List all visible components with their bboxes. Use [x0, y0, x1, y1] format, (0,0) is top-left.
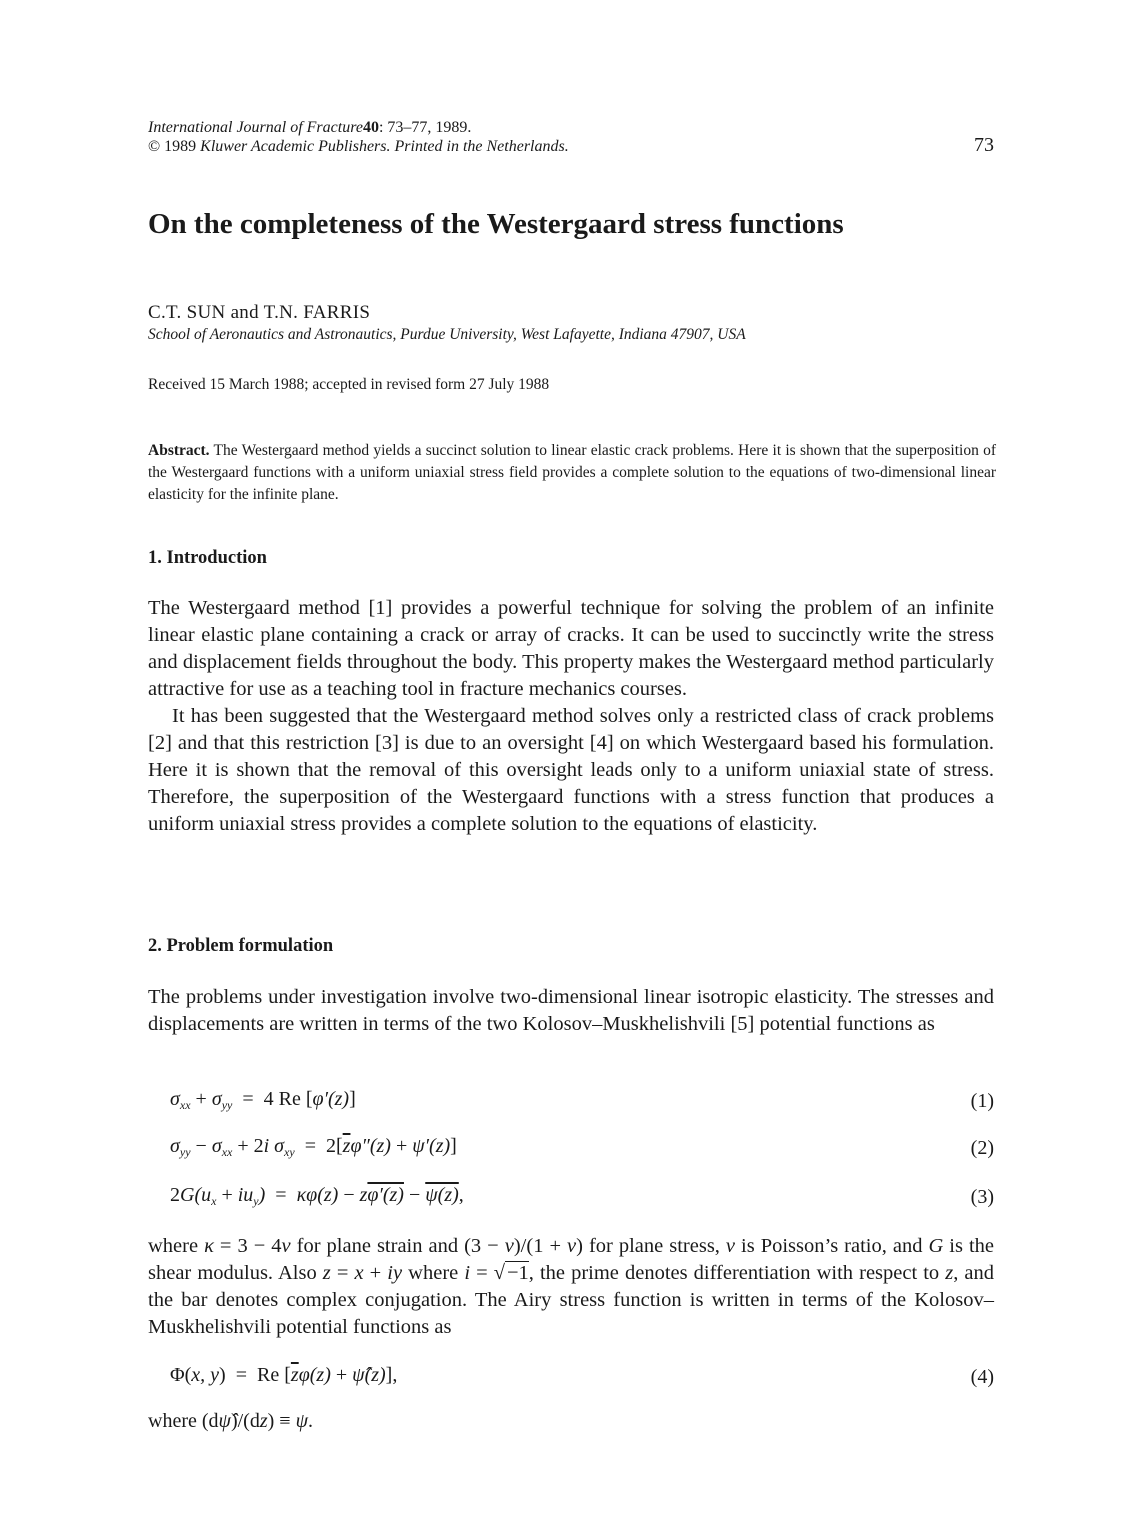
equation-1: $\sigma_{xx} + \sigma_{yy} = 4$ Re [φ′(z)]	[170, 1088, 356, 1112]
equation-4: Φ(x, y) = Re [$\overline{z}\varphi(z)$ + ψ̂(z)],	[170, 1364, 398, 1386]
paragraph: The problems under investigation involve two-dimensional linear isotropic elasticity. The stresses and displacements are written in terms of the two Kolosov–Muskhelishvili [5] potential functions as	[148, 986, 994, 1035]
equation-number: (3)	[970, 1186, 994, 1208]
page-number: 73	[974, 134, 994, 156]
journal-name: International Journal of Fracture	[148, 119, 363, 136]
formulation-intro	[148, 984, 994, 1038]
equation-number: (2)	[970, 1137, 994, 1159]
equation-2: $\sigma_{yy} - \sigma_{xx} + 2i$ $\sigma_{xy} = 2[\overline{z}\varphi''(z) + \psi'(z)]$	[170, 1135, 457, 1159]
journal-citation	[148, 118, 569, 156]
formulation-definitions: where κ = 3 − 4v for plane strain and (3 − v)/(1 + v) for plane stress, v is Poisson’s ratio, and G is the shear modulus. Also z = x + iy where i = √−1, the prime denotes differentiation with respect to z, and the bar denotes complex conjugation. The Airy stress function is written in terms of the Kolosov–Muskhelishvili potential functions as	[148, 1235, 995, 1338]
abstract-text: The Westergaard method yields a succinct solution to linear elastic crack problems. Here it is shown that the superposition of the Westergaard functions with a uniform uniaxial stress field provides a complete solution to the equations of two-dimensional linear elasticity for the infinite plane.	[148, 442, 996, 503]
equation-3: $2G(u_x + iu_y) = \kappa\varphi(z) - z\varphi'(z) - \psi(z)$,	[170, 1184, 464, 1208]
equation-number: (1)	[970, 1090, 994, 1112]
introduction-body	[148, 595, 994, 838]
formulation-where: where (dψ̂)/(dz) ≡ ψ.	[148, 1410, 314, 1432]
authors: C.T. SUN and T.N. FARRIS	[148, 302, 371, 323]
received-dates: Received 15 March 1988; accepted in revised form 27 July 1988	[148, 376, 550, 393]
abstract-label: Abstract.	[148, 442, 210, 459]
paragraph: The Westergaard method [1] provides a powerful technique for solving the problem of an infinite linear elastic plane containing a crack or array of cracks. It can be used to succinctly write the stress and displacement fields throughout the body. This property makes the Westergaard method particularly attractive for use as a teaching tool in fracture mechanics courses.	[148, 597, 994, 700]
journal-pages: : 73–77, 1989.	[378, 119, 472, 136]
publisher: Kluwer Academic Publishers. Printed in the Netherlands.	[200, 138, 569, 155]
equation-number: (4)	[970, 1366, 994, 1388]
journal-volume: 40	[362, 119, 379, 136]
paper-title: On the completeness of the Westergaard stress functions	[148, 208, 844, 240]
paragraph: It has been suggested that the Westergaard method solves only a restricted class of crack problems [2] and that this restriction [3] is due to an oversight [4] on which Westergaard based his formulation. Here it is shown that the removal of this oversight leads only to a uniform uniaxial state of stress. Therefore, the superposition of the Westergaard functions with a stress function that produces a uniform uniaxial stress provides a complete solution to the equations of elasticity.	[148, 705, 994, 835]
copyright-symbol: ©	[148, 138, 161, 155]
section-heading-introduction: 1. Introduction	[148, 548, 267, 568]
affiliation: School of Aeronautics and Astronautics, Purdue University, West Lafayette, Indiana 47907, USA	[148, 326, 746, 343]
abstract	[148, 440, 996, 506]
section-heading-problem-formulation: 2. Problem formulation	[148, 936, 334, 956]
copyright-year: 1989	[160, 138, 197, 155]
